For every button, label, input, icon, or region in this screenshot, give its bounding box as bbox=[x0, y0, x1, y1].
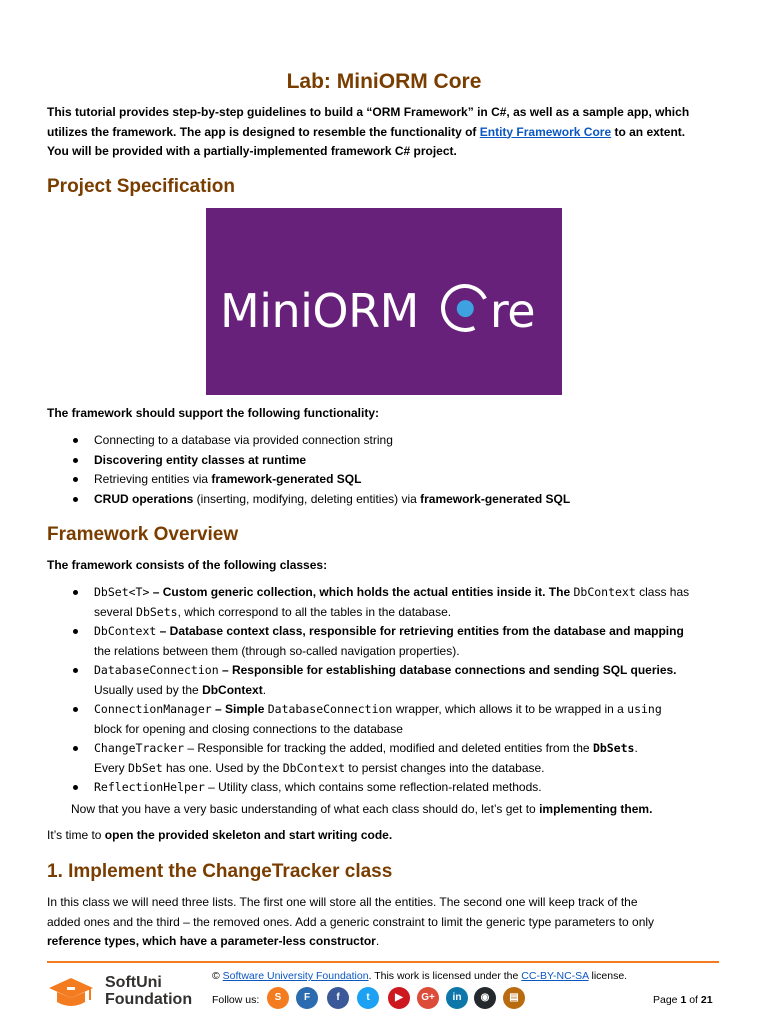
functionality-lead: The framework should support the following functionality: bbox=[47, 406, 379, 420]
list-item: DbContext – Database context class, responsible for retrieving entities from the database and mapping the relations between them (through so-called navigation properties). bbox=[47, 622, 721, 661]
facebook-icon[interactable]: f bbox=[327, 987, 349, 1009]
classes-list bbox=[47, 583, 721, 798]
overview-lead: The framework consists of the following classes: bbox=[47, 558, 328, 572]
core-dot-icon bbox=[457, 300, 474, 317]
github-icon[interactable]: ◉ bbox=[474, 987, 496, 1009]
cc-by-nc-sa-link[interactable]: CC-BY-NC-SA bbox=[521, 970, 589, 982]
google-plus-icon[interactable]: G+ bbox=[417, 987, 439, 1009]
page-number: Page 1 of 21 bbox=[653, 994, 713, 1006]
list-item: Connecting to a database via provided connection string bbox=[47, 431, 721, 451]
logo-text: Foundation bbox=[105, 991, 193, 1008]
intro-text: in C#, as well as a sample app, which bbox=[473, 105, 690, 119]
skeleton-note: It’s time to open the provided skeleton and start writing code. bbox=[47, 828, 393, 842]
page-title: Lab: MiniORM Core bbox=[286, 70, 482, 93]
softuni-icon[interactable]: S bbox=[267, 987, 289, 1009]
list-item: Discovering entity classes at runtime bbox=[47, 451, 721, 471]
intro-quote: “ORM Framework” bbox=[366, 105, 474, 119]
intro-text: This tutorial provides step-by-step guidelines to build a bbox=[47, 105, 367, 119]
intro-text: You will be provided with a partially-implemented framework C# project. bbox=[47, 144, 457, 158]
softuni-foundation-logo bbox=[47, 972, 207, 1012]
core-c-logo-icon bbox=[434, 277, 496, 339]
miniorm-core-banner bbox=[206, 208, 562, 395]
intro-text: to an extent. bbox=[611, 124, 686, 139]
youtube-icon[interactable]: ▶ bbox=[388, 987, 410, 1009]
list-item: CRUD operations (inserting, modifying, deleting entities) via framework-generated SQL bbox=[47, 490, 721, 510]
project-specification-heading: Project Specification bbox=[47, 176, 235, 197]
linkedin-icon[interactable]: in bbox=[446, 987, 468, 1009]
logo-text: SoftUni bbox=[105, 974, 162, 991]
list-item: Retrieving entities via framework-generated SQL bbox=[47, 470, 721, 490]
list-item: ConnectionManager – Simple DatabaseConnection wrapper, which allows it to be wrapped in a using block for opening and closing connections to the database bbox=[47, 700, 721, 739]
changetracker-heading: 1. Implement the ChangeTracker class bbox=[47, 861, 393, 882]
footer-divider bbox=[47, 961, 719, 963]
list-item: ReflectionHelper – Utility class, which contains some reflection-related methods. bbox=[47, 778, 721, 798]
follow-us-label: Follow us: bbox=[212, 994, 260, 1006]
softuni-foundation-icon[interactable]: F bbox=[296, 987, 318, 1009]
functionality-list bbox=[47, 431, 721, 509]
framework-overview-heading: Framework Overview bbox=[47, 524, 239, 545]
entity-framework-core-link[interactable]: Entity Framework Core bbox=[479, 124, 612, 139]
intro-paragraph bbox=[47, 103, 721, 162]
software-university-foundation-link[interactable]: Software University Foundation bbox=[222, 970, 369, 982]
changetracker-paragraph: In this class we will need three lists. The first one will store all the entities. The second one will keep track of the added ones and the third – the removed ones. Add a generic constraint to limit the generic type parameters to only reference types, which have a parameter-less constructor. bbox=[47, 895, 655, 948]
twitter-icon[interactable]: t bbox=[357, 987, 379, 1009]
graduation-cap-icon bbox=[47, 976, 95, 1010]
list-item: ChangeTracker – Responsible for tracking the added, modified and deleted entities from the DbSets. Every DbSet has one. Used by the DbContext to persist changes into the database. bbox=[47, 739, 721, 778]
banner-logo-text: MiniORM re bbox=[220, 284, 535, 338]
list-item: DatabaseConnection – Responsible for establishing database connections and sending SQL queries. Usually used by the DbContext. bbox=[47, 661, 721, 700]
intro-text: utilizes the framework. The app is designed to resemble the functionality of bbox=[47, 124, 480, 139]
license-line: © Software University Foundation. This work is licensed under the CC-BY-NC-SA license. bbox=[212, 970, 628, 982]
overview-after: Now that you have a very basic understanding of what each class should do, let’s get to implementing them. bbox=[71, 802, 653, 816]
list-item: DbSet<T> – Custom generic collection, which holds the actual entities inside it. The DbContext class has several DbSets, which correspond to all the tables in the database. bbox=[47, 583, 721, 622]
slideshare-icon[interactable]: ▤ bbox=[503, 987, 525, 1009]
